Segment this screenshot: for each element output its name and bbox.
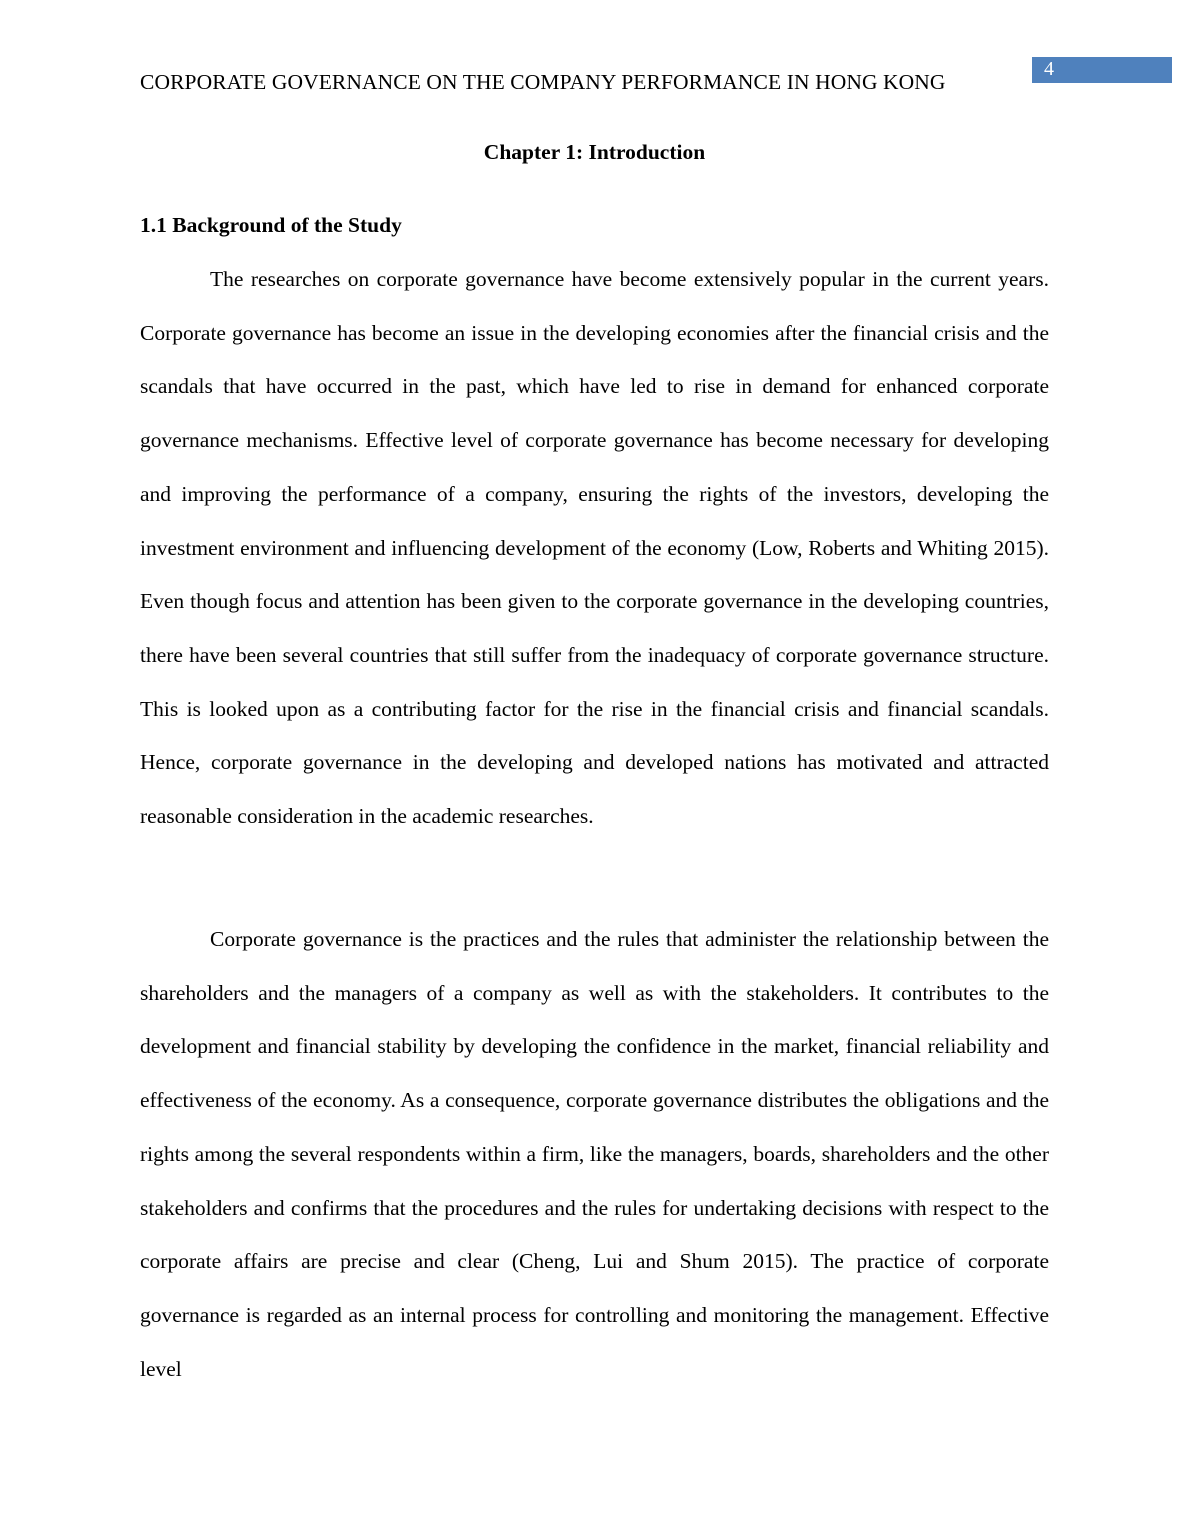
- page-number: 4: [1044, 58, 1054, 80]
- body-paragraph-1: The researches on corporate governance have become extensively popular in the current years. Corporate governance has become an issue in the developing economies after the financial crisis and the scandals that have occurred in the past, which have led to rise in demand for enhanced corporate governance mechanisms. Effective level of corporate governance has become necessary for developing and improving the performance of a company, ensuring the rights of the investors, developing the investment environment and influencing development of the economy (Low, Roberts and Whiting 2015). Even though focus and attention has been given to the corporate governance in the developing countries, there have been several countries that still suffer from the inadequacy of corporate governance structure. This is looked upon as a contributing factor for the rise in the financial crisis and financial scandals. Hence, corporate governance in the developing and developed nations has motivated and attracted reasonable consideration in the academic researches.: [140, 267, 1049, 829]
- section-heading: 1.1 Background of the Study: [140, 213, 402, 237]
- chapter-title: Chapter 1: Introduction: [483, 140, 706, 164]
- page-number-badge: [1032, 57, 1172, 83]
- body-paragraph-2: Corporate governance is the practices and the rules that administer the relationship between the shareholders and the managers of a company as well as with the stakeholders. It contributes to the development and financial stability by developing the confidence in the market, financial reliability and effectiveness of the economy. As a consequence, corporate governance distributes the obligations and the rights among the several respondents within a firm, like the managers, boards, shareholders and the other stakeholders and confirms that the procedures and the rules for undertaking decisions with respect to the corporate affairs are precise and clear (Cheng, Lui and Shum 2015). The practice of corporate governance is regarded as an internal process for controlling and monitoring the management. Effective level: [140, 927, 1049, 1381]
- running-head-title: CORPORATE GOVERNANCE ON THE COMPANY PERFORMANCE IN HONG KONG: [140, 70, 946, 94]
